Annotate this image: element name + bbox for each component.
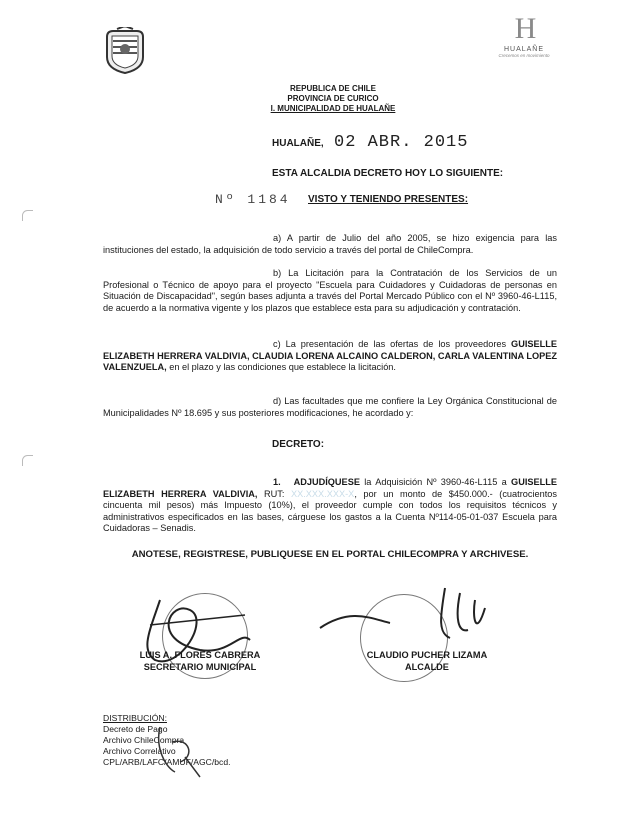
letterhead bbox=[268, 84, 398, 114]
secretary-block bbox=[120, 650, 280, 673]
visto-heading: VISTO Y TENIENDO PRESENTES: bbox=[308, 194, 469, 205]
closing-formula: ANOTESE, REGISTRESE, PUBLIQUESE EN EL PORTAL CHILECOMPRA Y ARCHIVESE. bbox=[131, 549, 529, 560]
letterhead-province: PROVINCIA DE CURICO bbox=[287, 94, 379, 103]
paragraph-b: b) La Licitación para la Contratación de los Servicios de un Profesional o Técnico de apoyo para el proyecto "Escuela para Cuidadores y Cuidadoras de personas en Situación de Discapacidad", según bases adjunta a través del Portal Mercado Público con el Nº 3960-46-L115, de acuerdo a la normativa vigente y los plazos que establece esta para su adjudicación y contratación. bbox=[103, 268, 557, 313]
rut-redacted: XX.XXX.XXX-X bbox=[290, 488, 355, 499]
date-stamp: 02 ABR. 2015 bbox=[334, 133, 469, 152]
secretary-title: SECRETARIO MUNICIPAL bbox=[143, 661, 257, 672]
distribution-item: CPL/ARB/LAFC/AMUF/AGC/bcd. bbox=[103, 757, 231, 767]
punch-hole-mark bbox=[22, 455, 33, 466]
logo-name: HUALAÑE bbox=[503, 46, 545, 53]
date-place: HUALAÑE, bbox=[272, 138, 324, 149]
municipal-seal-logo bbox=[103, 27, 147, 75]
mayor-name: CLAUDIO PUCHER LIZAMA bbox=[366, 650, 488, 660]
paragraph-d: d) Las facultades que me confiere la Ley Orgánica Constitucional de Municipalidades Nº 18.695 y sus posteriores modificaciones, he acordado y: bbox=[103, 396, 557, 418]
mayor-signature bbox=[310, 578, 510, 658]
hualane-logo-mark: H bbox=[514, 12, 534, 45]
letterhead-country: REPUBLICA DE CHILE bbox=[290, 84, 376, 93]
initials-scribble bbox=[150, 722, 210, 782]
distribution-item: Archivo ChileCompra bbox=[103, 735, 185, 745]
mayor-block bbox=[352, 650, 502, 673]
paragraph-c: c) La presentación de las ofertas de los proveedores GUISELLE ELIZABETH HERRERA VALDIVIA, CLAUDIA LORENA ALCAINO CALDERON, CARLA VALENTINA LOPEZ VALENZUELA, en el plazo y las condiciones que establece la licitación. bbox=[103, 339, 557, 372]
decree-number-stamp: Nº 1184 bbox=[215, 192, 291, 207]
distribution-heading: DISTRIBUCIÓN: bbox=[103, 713, 167, 723]
article-1: 1. ADJUDÍQUESE la Adquisición Nº 3960-46-L115 a GUISELLE ELIZABETH HERRERA VALDIVIA, RUT: XX.XXX.XXX-X, por un monto de $450.000.- (cuatrocientos cincuenta mil pesos) más Impuesto (10%), el proveedor cumple con todos los requisitos técnicos y administrativos especificados en las bases, cárguese los gastos a la Cuenta Nº114-05-01-037 Escuela para Cuidadoras – Senadis. bbox=[103, 477, 557, 533]
letterhead-municipality: I. MUNICIPALIDAD DE HUALAÑE bbox=[270, 104, 396, 113]
distribution-item: Decreto de Pago bbox=[103, 724, 168, 734]
logo-tagline: Crecemos en movimiento bbox=[498, 53, 550, 58]
decree-statement: ESTA ALCALDIA DECRETO HOY LO SIGUIENTE: bbox=[272, 168, 504, 179]
secretary-name: LUIS A. FLORES CABRERA bbox=[139, 650, 261, 660]
bidder-names: GUISELLE ELIZABETH HERRERA VALDIVIA, CLAUDIA LORENA ALCAINO CALDERON, CARLA VALENTINA LOPEZ VALENZUELA, bbox=[103, 339, 557, 372]
article-verb: ADJUDÍQUESE bbox=[293, 477, 360, 487]
distribution-item: Archivo Correlativo bbox=[103, 746, 176, 756]
punch-hole-mark bbox=[22, 210, 33, 221]
paragraph-a: a) A partir de Julio del año 2005, se hizo exigencia para las instituciones del estado, la adquisición de todo servicio a través del portal de ChileCompra. bbox=[103, 233, 557, 255]
awardee-name: GUISELLE ELIZABETH HERRERA VALDIVIA, bbox=[103, 477, 557, 499]
decreto-heading: DECRETO: bbox=[272, 439, 325, 450]
mayor-title: ALCALDE bbox=[405, 661, 449, 672]
hualane-logo bbox=[486, 14, 562, 64]
